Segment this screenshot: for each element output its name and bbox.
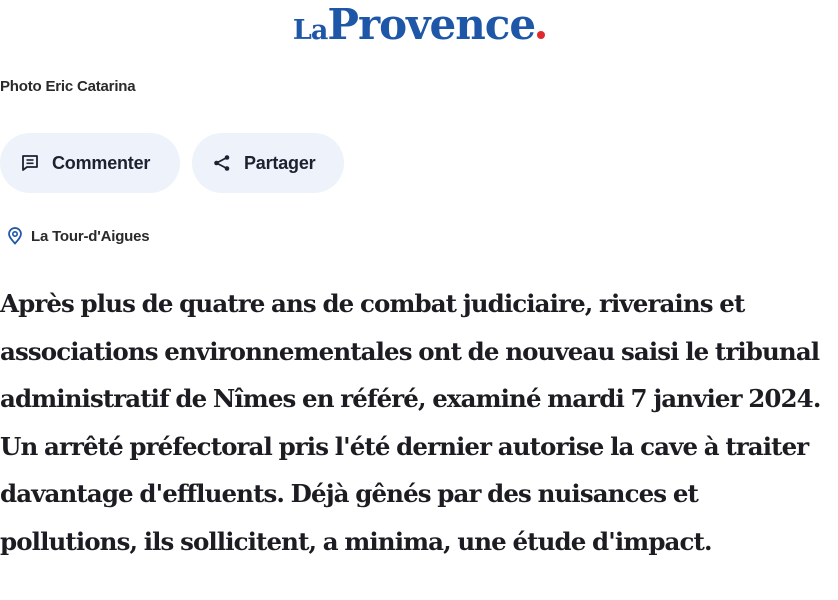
- article-lead: Après plus de quatre ans de combat judiciaire, riverains et associations environnementales ont de nouveau saisi le tribunal administratif de Nîmes en référé, examiné mardi 7 janvier 2024. Un arrêté préfectoral pris l'été dernier autorise la cave à traiter davantage d'effluents. Déjà gênés par des nuisances et pollutions, ils sollicitent, a minima, une étude d'impact.: [0, 289, 821, 556]
- comment-button-label: Commenter: [52, 152, 151, 173]
- location-tag[interactable]: [7, 227, 149, 245]
- comment-button[interactable]: [0, 133, 180, 193]
- photo-credit: Photo Eric Catarina: [0, 78, 136, 95]
- logo-provence-text: Provence: [327, 0, 536, 49]
- share-button[interactable]: [192, 133, 344, 193]
- location-label: La Tour-d'Aigues: [31, 227, 150, 245]
- article-actions: [0, 133, 344, 193]
- location-pin-icon: [7, 227, 23, 245]
- share-button-label: Partager: [244, 152, 316, 173]
- logo-la-text: La: [292, 15, 328, 46]
- logo-wordmark: [293, 0, 545, 49]
- logo-dot: [537, 31, 545, 39]
- comment-icon: [20, 153, 40, 173]
- site-logo[interactable]: [0, 0, 838, 48]
- share-icon: [212, 153, 232, 173]
